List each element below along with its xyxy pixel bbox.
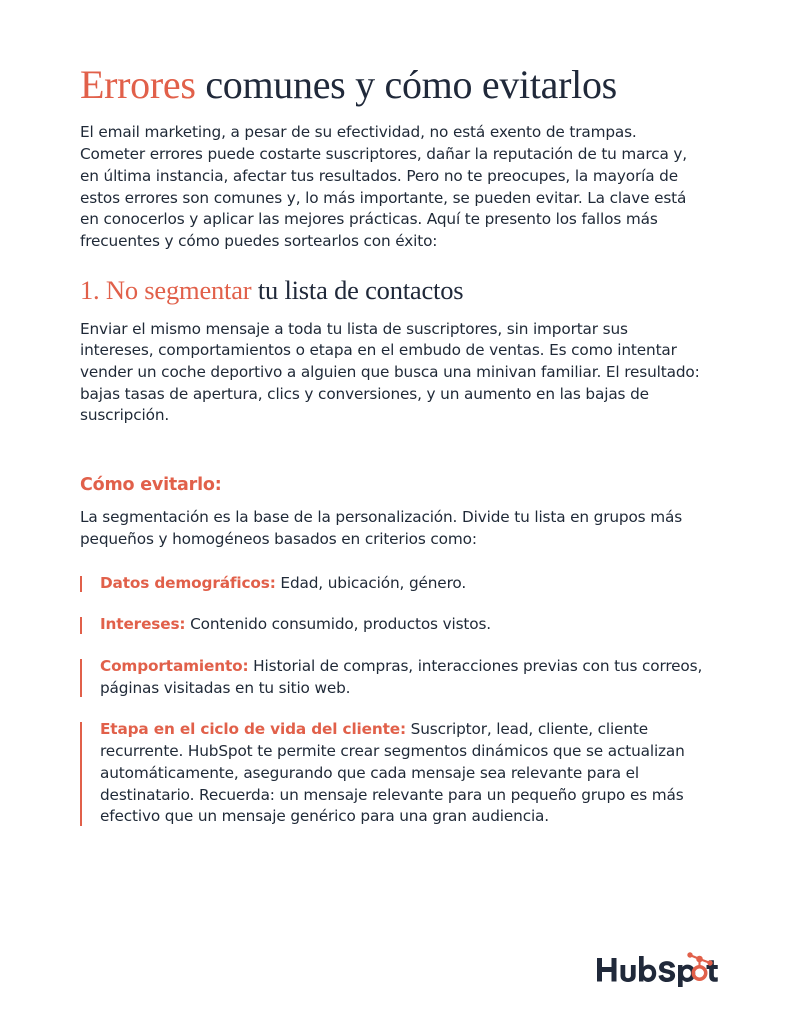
list-item-label: Intereses:	[100, 615, 186, 634]
list-item-rule-icon	[80, 617, 82, 634]
list-item	[80, 573, 718, 595]
list-item-text	[100, 615, 491, 633]
section-heading	[80, 275, 718, 307]
list-item-body: Edad, ubicación, género.	[275, 573, 467, 592]
how-to-avoid-heading: Cómo evitarlo:	[80, 475, 222, 496]
page-title-accent: Errores	[80, 62, 196, 107]
hubspot-logo-svg	[596, 947, 722, 987]
list-item-label: Datos demográficos:	[100, 573, 276, 592]
list-item-rule-icon	[80, 722, 82, 826]
section-paragraph: Enviar el mismo mensaje a toda tu lista de suscriptores, sin importar sus intereses, comportamientos o etapa en el embudo de ventas. Es como intentar vender un coche deportivo a alguien que busca una minivan familiar. El resultado: bajas tasas de apertura, clics y conversiones, y un aumento en las bajas de suscripción.	[80, 319, 700, 425]
criteria-list	[80, 573, 718, 828]
list-item-text	[100, 720, 685, 825]
list-item-body: Suscriptor, lead, cliente, cliente recurrente. HubSpot te permite crear segmentos dinámicos que se actualizan automáticamente, asegurando que cada mensaje sea relevante para el destinatario. Recuerda: un mensaje relevante para un pequeño grupo es más efectivo que un mensaje genérico para una gran audiencia.	[100, 720, 685, 826]
list-item	[80, 656, 718, 699]
intro-paragraph: El email marketing, a pesar de su efectividad, no está exento de trampas. Cometer errores puede costarte suscriptores, dañar la reputación de tu marca y, en última instancia, afectar tus resultados. Pero no te preocupes, la mayoría de estos errores son comunes y, lo más importante, se pueden evitar. La clave está en conocerlos y aplicar las mejores prácticas. Aquí te presento los fallos más frecuentes y cómo puedes sortearlos con éxito:	[80, 123, 688, 250]
list-item	[80, 614, 718, 636]
list-item-body: Historial de compras, interacciones previas con tus correos, páginas visitadas en tu sitio web.	[100, 656, 703, 697]
hubspot-logo	[596, 943, 722, 987]
list-item-rule-icon	[80, 659, 82, 697]
list-item-label: Etapa en el ciclo de vida del cliente:	[100, 720, 406, 739]
how-to-avoid-lead-paragraph: La segmentación es la base de la personalización. Divide tu lista en grupos más pequeños y homogéneos basados en criterios como:	[80, 508, 683, 548]
list-item-rule-icon	[80, 576, 82, 593]
section-heading-accent: 1. No segmentar	[80, 274, 252, 305]
page-title	[80, 62, 640, 108]
list-item-text	[100, 657, 702, 697]
list-item	[80, 719, 718, 828]
page-title-rest: comunes y cómo evitarlos	[195, 62, 617, 107]
section-heading-rest: tu lista de contactos	[251, 274, 464, 305]
list-item-body: Contenido consumido, productos vistos.	[185, 615, 491, 634]
list-item-text	[100, 574, 466, 592]
list-item-label: Comportamiento:	[100, 656, 249, 675]
